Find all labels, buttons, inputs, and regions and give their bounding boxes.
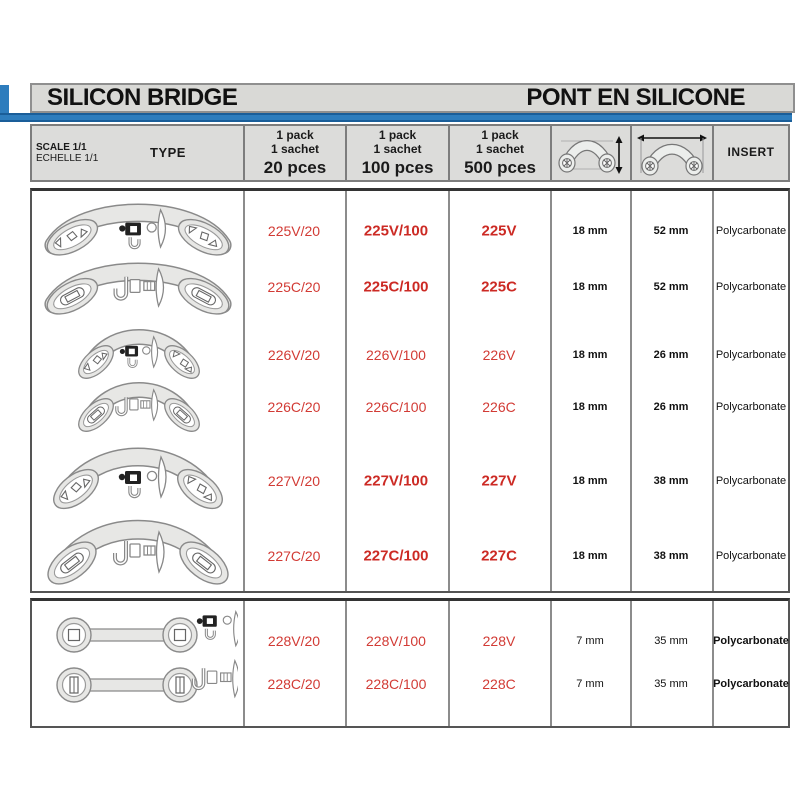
code-100: 227C/100 xyxy=(363,547,429,565)
column-divider xyxy=(345,601,347,726)
table-header xyxy=(30,124,790,182)
code-20: 225C/20 xyxy=(267,279,321,295)
saddle-bridge-227C-drawing xyxy=(42,511,234,589)
column-divider xyxy=(630,191,632,591)
width-value: 26 mm xyxy=(653,401,689,413)
column-divider xyxy=(550,191,552,591)
width-value: 52 mm xyxy=(653,225,689,237)
code-100: 226C/100 xyxy=(365,399,427,415)
code-100: 225V/100 xyxy=(363,222,429,240)
insert-value: Polycarbonate xyxy=(715,475,787,487)
title-band xyxy=(30,83,795,113)
height-value: 18 mm xyxy=(572,401,608,413)
insert-value: Polycarbonate xyxy=(715,225,787,237)
height-value: 18 mm xyxy=(572,475,608,487)
header-cell-insert: INSERT xyxy=(712,126,788,180)
column-divider xyxy=(448,601,450,726)
accent-bar xyxy=(0,113,792,122)
code-20: 227V/20 xyxy=(267,473,321,489)
code-100: 226V/100 xyxy=(366,347,426,363)
column-divider xyxy=(345,191,347,591)
code-500: 226V xyxy=(482,347,516,363)
width-value: 35 mm xyxy=(654,678,688,690)
code-500: 225C xyxy=(481,278,517,296)
table-body-228 xyxy=(30,598,790,728)
bar-bridge-228C-drawing xyxy=(42,659,238,711)
code-100: 228V/100 xyxy=(366,633,426,649)
code-20: 226V/20 xyxy=(267,347,321,363)
bar-bridge-228V-drawing xyxy=(42,609,238,661)
code-500: 225V xyxy=(481,222,517,240)
code-500: 228V xyxy=(482,633,516,649)
header-cell-pack500: 1 pack 1 sachet 500 pces xyxy=(448,126,550,180)
height-value: 7 mm xyxy=(576,678,604,690)
code-500: 226C xyxy=(482,399,516,415)
saddle-bridge-226V-drawing xyxy=(72,324,206,380)
header-cell-type xyxy=(32,126,243,180)
header-cell-pack100: 1 pack 1 sachet 100 pces xyxy=(345,126,448,180)
column-divider xyxy=(550,601,552,726)
code-20: 228C/20 xyxy=(267,676,321,692)
saddle-bridge-227V-drawing xyxy=(48,439,228,513)
code-100: 225C/100 xyxy=(363,278,429,296)
type-column-label: TYPE xyxy=(150,144,186,160)
height-value: 18 mm xyxy=(572,349,608,361)
code-500: 227C xyxy=(481,547,517,565)
insert-value: Polycarbonate xyxy=(715,401,787,413)
insert-value: Polycarbonate xyxy=(715,349,787,361)
code-20: 228V/20 xyxy=(267,633,321,649)
column-divider xyxy=(712,191,714,591)
height-value: 7 mm xyxy=(576,635,604,647)
page-title-en: SILICON BRIDGE xyxy=(47,84,238,111)
width-value: 52 mm xyxy=(653,281,689,293)
column-divider xyxy=(712,601,714,726)
insert-value: Polycarbonate xyxy=(713,678,789,690)
bridge-height-measure-icon xyxy=(550,126,630,180)
width-value: 38 mm xyxy=(653,475,689,487)
saddle-bridge-226C-drawing xyxy=(72,377,206,433)
width-value: 38 mm xyxy=(653,550,689,562)
header-cell-pack20: 1 pack 1 sachet 20 pces xyxy=(243,126,345,180)
insert-value: Polycarbonate xyxy=(715,550,787,562)
saddle-bridge-225V-drawing xyxy=(40,196,236,258)
page-title-fr: PONT EN SILICONE xyxy=(526,84,745,111)
table-body-main xyxy=(30,188,790,593)
width-value: 26 mm xyxy=(653,349,689,361)
column-divider xyxy=(448,191,450,591)
code-100: 227V/100 xyxy=(363,472,429,490)
bridge-width-measure-icon xyxy=(630,126,712,180)
code-20: 227C/20 xyxy=(267,548,321,564)
insert-value: Polycarbonate xyxy=(713,635,789,647)
scale-label: SCALE 1/1 ECHELLE 1/1 xyxy=(36,141,99,164)
code-20: 225V/20 xyxy=(267,223,321,239)
column-divider xyxy=(243,601,245,726)
height-value: 18 mm xyxy=(572,281,608,293)
column-divider xyxy=(630,601,632,726)
code-100: 228C/100 xyxy=(365,676,427,692)
code-500: 227V xyxy=(481,472,517,490)
height-value: 18 mm xyxy=(572,225,608,237)
insert-value: Polycarbonate xyxy=(715,281,787,293)
saddle-bridge-225C-drawing xyxy=(40,255,236,317)
column-divider xyxy=(243,191,245,591)
code-20: 226C/20 xyxy=(267,399,321,415)
width-value: 35 mm xyxy=(654,635,688,647)
height-value: 18 mm xyxy=(572,550,608,562)
code-500: 228C xyxy=(482,676,516,692)
